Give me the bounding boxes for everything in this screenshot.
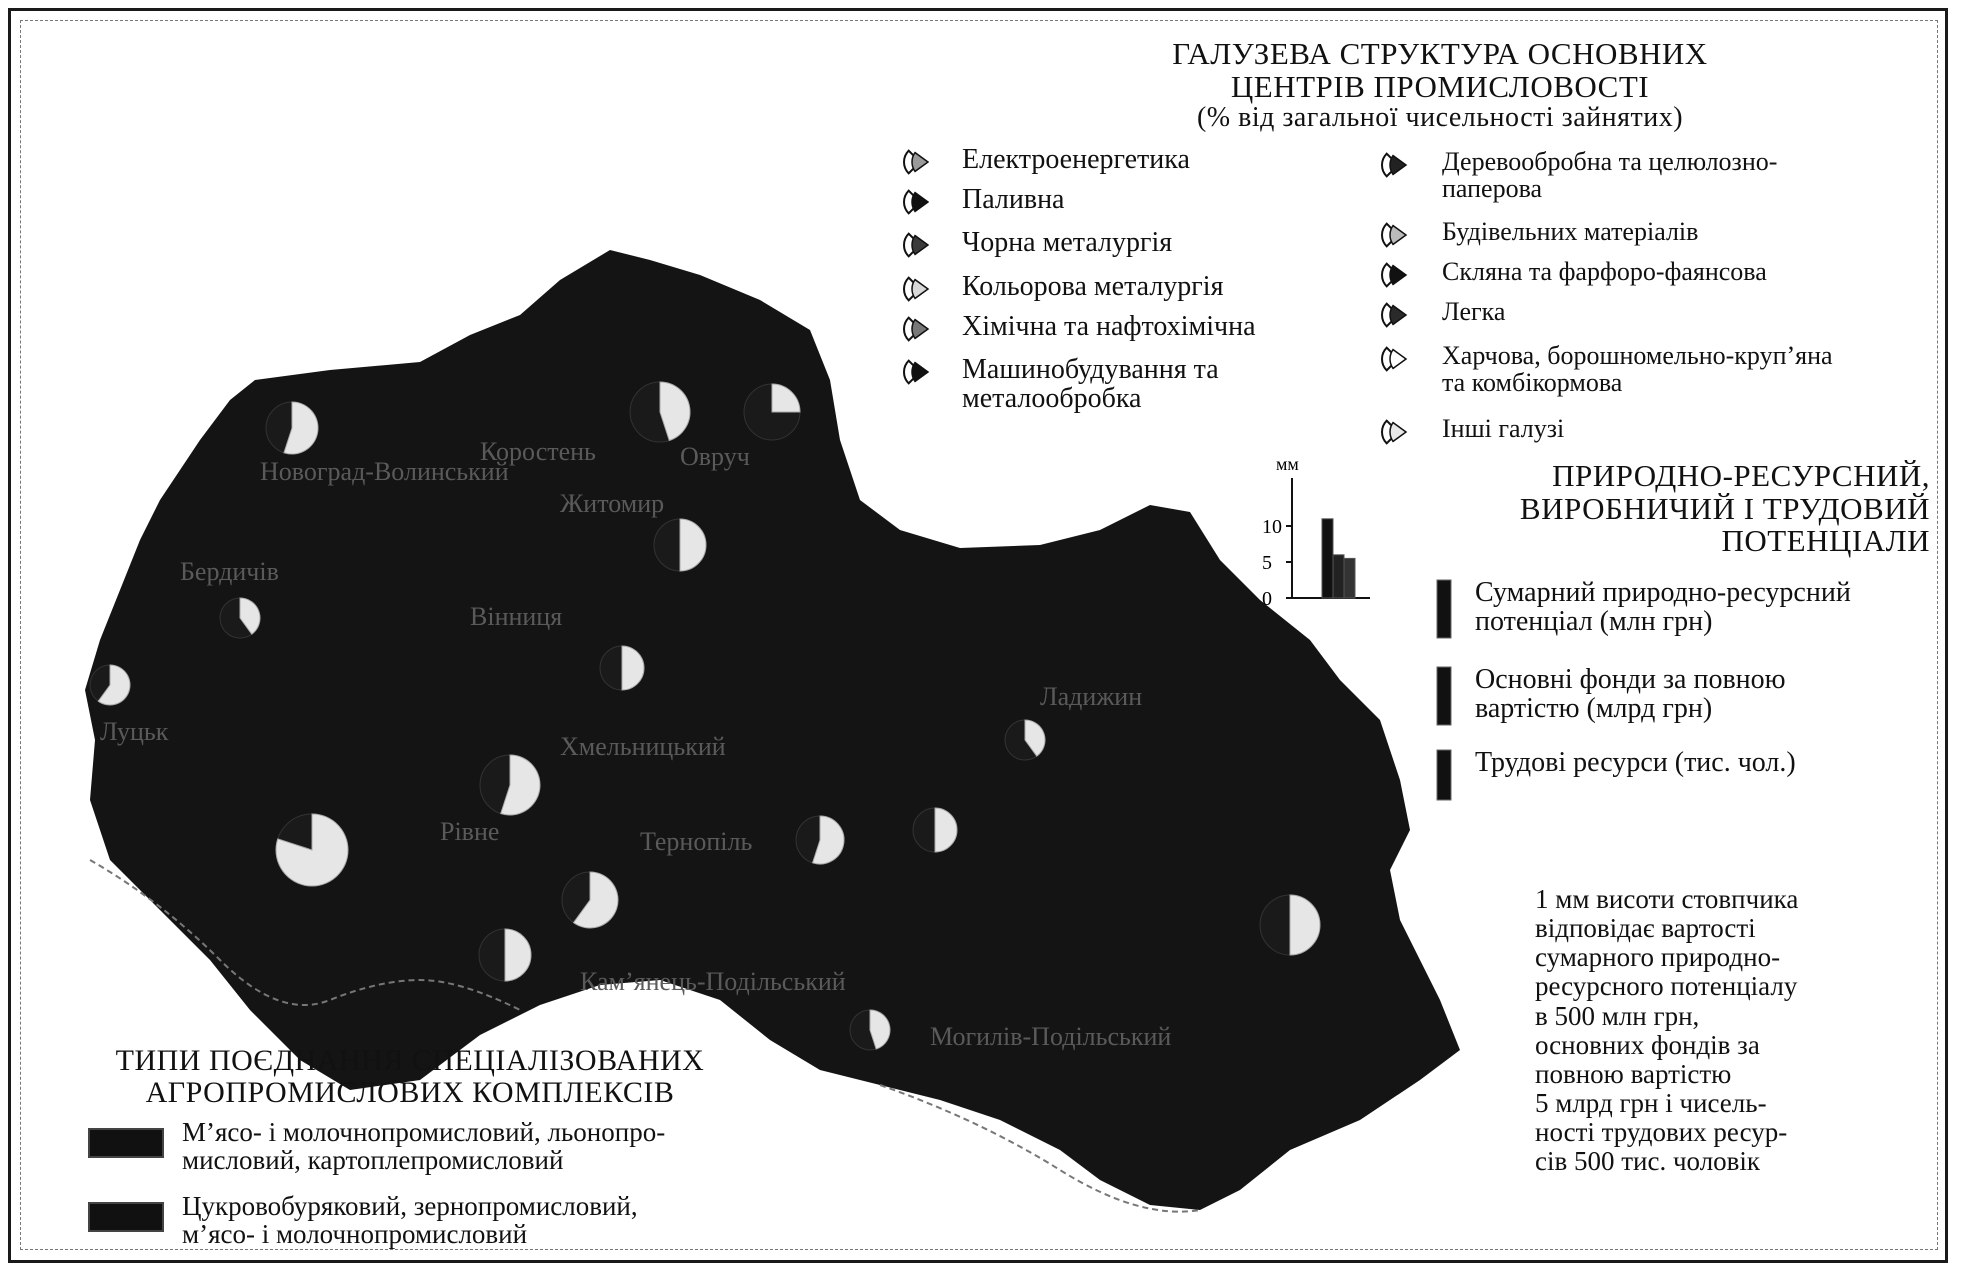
city-label: Ладижин (1040, 682, 1143, 711)
industry-legend-item (962, 145, 1190, 174)
scale-note-line: відповідає вартості (1535, 913, 1756, 944)
scale-note-line: повною вартістю (1535, 1058, 1732, 1089)
city-label: Бердичів (180, 557, 279, 586)
industry-legend-label: Скляна та фарфоро-фаянсова (1442, 257, 1767, 286)
scale-bar (1344, 558, 1355, 598)
industry-legend-item (962, 355, 1219, 414)
scale-note-line: основних фондів за (1535, 1029, 1760, 1060)
potential-legend-bar (1437, 750, 1451, 800)
industry-legend-item (1442, 415, 1564, 442)
scale-tick-label: 0 (1262, 588, 1272, 610)
industry-pie-chart (600, 646, 644, 690)
industry-pie-chart (220, 598, 260, 638)
city-label: Рівне (440, 817, 500, 846)
industry-pie-chart (744, 384, 800, 440)
city-label: Хмельницький (560, 732, 726, 761)
industry-pie-chart (850, 1010, 890, 1050)
industry-legend-label: Паливна (962, 184, 1065, 215)
scale-note-line: в 500 млн грн, (1535, 1000, 1700, 1031)
potential-legend-label: Сумарний природно-ресурсний (1475, 577, 1851, 608)
industry-legend-symbol (1382, 421, 1406, 444)
potential-legend-bar (1437, 667, 1451, 725)
industry-legend-symbol (1382, 154, 1406, 177)
agro-legend-item (182, 1118, 665, 1175)
industry-pie-chart (796, 816, 844, 864)
industry-pie-chart (913, 808, 957, 852)
industry-pie-chart (1260, 895, 1320, 955)
industry-legend-item (1442, 298, 1505, 325)
industry-legend-symbol (1382, 224, 1406, 247)
industry-legend-symbol (904, 361, 928, 384)
scale-chart (1262, 454, 1370, 610)
scale-note-line: сів 500 тис. чоловік (1535, 1146, 1761, 1177)
industry-legend-symbol (1382, 304, 1406, 327)
industry-title (1130, 38, 1750, 132)
potential-legend-label: Основні фонди за повною (1475, 664, 1786, 695)
industry-legend-item (962, 312, 1256, 341)
agro-legend-swatch (88, 1128, 164, 1158)
industry-legend-label: Чорна металургія (962, 227, 1173, 258)
industry-pie-chart (1005, 720, 1045, 760)
industry-pie-chart (479, 929, 531, 981)
potential-legend-label: Трудові ресурси (тис. чол.) (1475, 747, 1796, 778)
scale-note (1535, 885, 1915, 1177)
industry-pie-chart (480, 755, 540, 815)
potential-legend-label: потенціал (млн грн) (1475, 606, 1713, 638)
industry-legend-symbol (904, 151, 928, 174)
industry-legend-item (1442, 218, 1698, 245)
industry-legend-label: та комбікормова (1442, 368, 1623, 398)
industry-legend-item (962, 228, 1172, 257)
city-label: Вінниця (470, 602, 563, 631)
city-label: Овруч (680, 442, 750, 471)
scale-note-line: ності трудових ресур- (1535, 1117, 1788, 1148)
industry-title-line2: ЦЕНТРІВ ПРОМИСЛОВОСТІ (1230, 68, 1650, 104)
city-label: Луцьк (100, 717, 169, 746)
industry-legend-label: Інші галузі (1442, 414, 1565, 443)
scale-unit: мм (1276, 454, 1299, 474)
industry-pie-chart (266, 402, 318, 454)
agro-title-line1: ТИПИ ПОЄДНАННЯ СПЕЦІАЛІЗОВАНИХ (115, 1044, 705, 1077)
industry-legend-label: Деревообробна та целюлозно- (1442, 147, 1778, 176)
city-label: Кам’янець-Подільський (580, 967, 846, 996)
industry-pie-chart (276, 814, 348, 886)
industry-pie-chart (630, 382, 690, 442)
scale-tick-label: 10 (1262, 516, 1282, 538)
agro-legend-label: м’ясо- і молочнопромисловий (182, 1219, 528, 1250)
potential-legend-label: вартістю (млрд грн) (1475, 693, 1713, 725)
agro-legend-label: Цукровобуряковий, зернопромисловий, (182, 1191, 638, 1221)
industry-legend-label: Машинобудування та (962, 354, 1219, 385)
industry-legend-symbol (1382, 348, 1406, 371)
industry-title-line3: (% від загальної чисельності зайнятих) (1196, 102, 1684, 134)
scale-note-line: сумарного природно- (1535, 942, 1781, 973)
potential-legend-item (1475, 748, 1796, 777)
industry-pie-chart (562, 872, 618, 928)
agro-title (110, 1045, 710, 1108)
industry-pie-chart (90, 665, 130, 705)
city-label: Новоград-Волинський (260, 457, 509, 486)
industry-legend-item (1442, 258, 1767, 285)
industry-legend-symbol (1382, 264, 1406, 287)
potential-legend-bar (1437, 580, 1451, 638)
city-label: Тернопіль (640, 827, 753, 856)
industry-legend-symbol (904, 191, 928, 214)
agro-title-line2: АГРОПРОМИСЛОВИХ КОМПЛЕКСІВ (145, 1075, 675, 1109)
agro-legend-swatch (88, 1202, 164, 1232)
industry-pie-chart (654, 519, 706, 571)
potential-title-line3: ПОТЕНЦІАЛИ (1721, 523, 1930, 559)
industry-legend-label: Харчова, борошномельно-круп’яна (1442, 341, 1833, 370)
scale-note-line: 5 млрд грн і чисель- (1535, 1088, 1767, 1119)
agro-legend-item (182, 1192, 638, 1249)
agro-legend-label: мисловий, картоплепромисловий (182, 1145, 564, 1176)
potential-legend-item (1475, 665, 1786, 724)
industry-title-line1: ГАЛУЗЕВА СТРУКТУРА ОСНОВНИХ (1172, 36, 1708, 71)
industry-legend-label: Легка (1442, 297, 1506, 326)
industry-legend-item (1442, 148, 1777, 203)
scale-bar (1333, 555, 1344, 598)
scale-tick-label: 5 (1262, 552, 1272, 574)
industry-legend-label: металообробка (962, 383, 1142, 415)
city-label: Коростень (480, 437, 596, 466)
industry-legend-label: Кольорова металургія (962, 271, 1224, 302)
industry-legend-item (962, 272, 1223, 301)
industry-legend-symbol (904, 234, 928, 257)
potential-legend-item (1475, 578, 1851, 637)
industry-legend-label: паперова (1442, 174, 1543, 204)
industry-legend-label: Будівельних матеріалів (1442, 217, 1699, 246)
industry-legend-label: Електроенергетика (962, 144, 1190, 175)
agro-legend-label: М’ясо- і молочнопромисловий, льонопро- (182, 1117, 666, 1147)
industry-legend-symbol (904, 278, 928, 301)
industry-legend-item (1442, 342, 1833, 397)
scale-note-line: ресурсного потенціалу (1535, 971, 1798, 1002)
scale-note-line: 1 мм висоти стовпчика (1535, 884, 1799, 914)
potential-title-line2: ВИРОБНИЧИЙ І ТРУДОВИЙ (1519, 490, 1930, 526)
potential-title (1470, 460, 1930, 558)
industry-legend-label: Хімічна та нафтохімічна (962, 311, 1256, 342)
city-label: Могилів-Подільський (930, 1022, 1172, 1051)
industry-legend-item (962, 185, 1064, 214)
potential-title-line1: ПРИРОДНО-РЕСУРСНИЙ, (1552, 458, 1930, 493)
industry-legend-symbol (904, 318, 928, 341)
city-label: Житомир (560, 489, 665, 518)
scale-bar (1322, 519, 1333, 598)
